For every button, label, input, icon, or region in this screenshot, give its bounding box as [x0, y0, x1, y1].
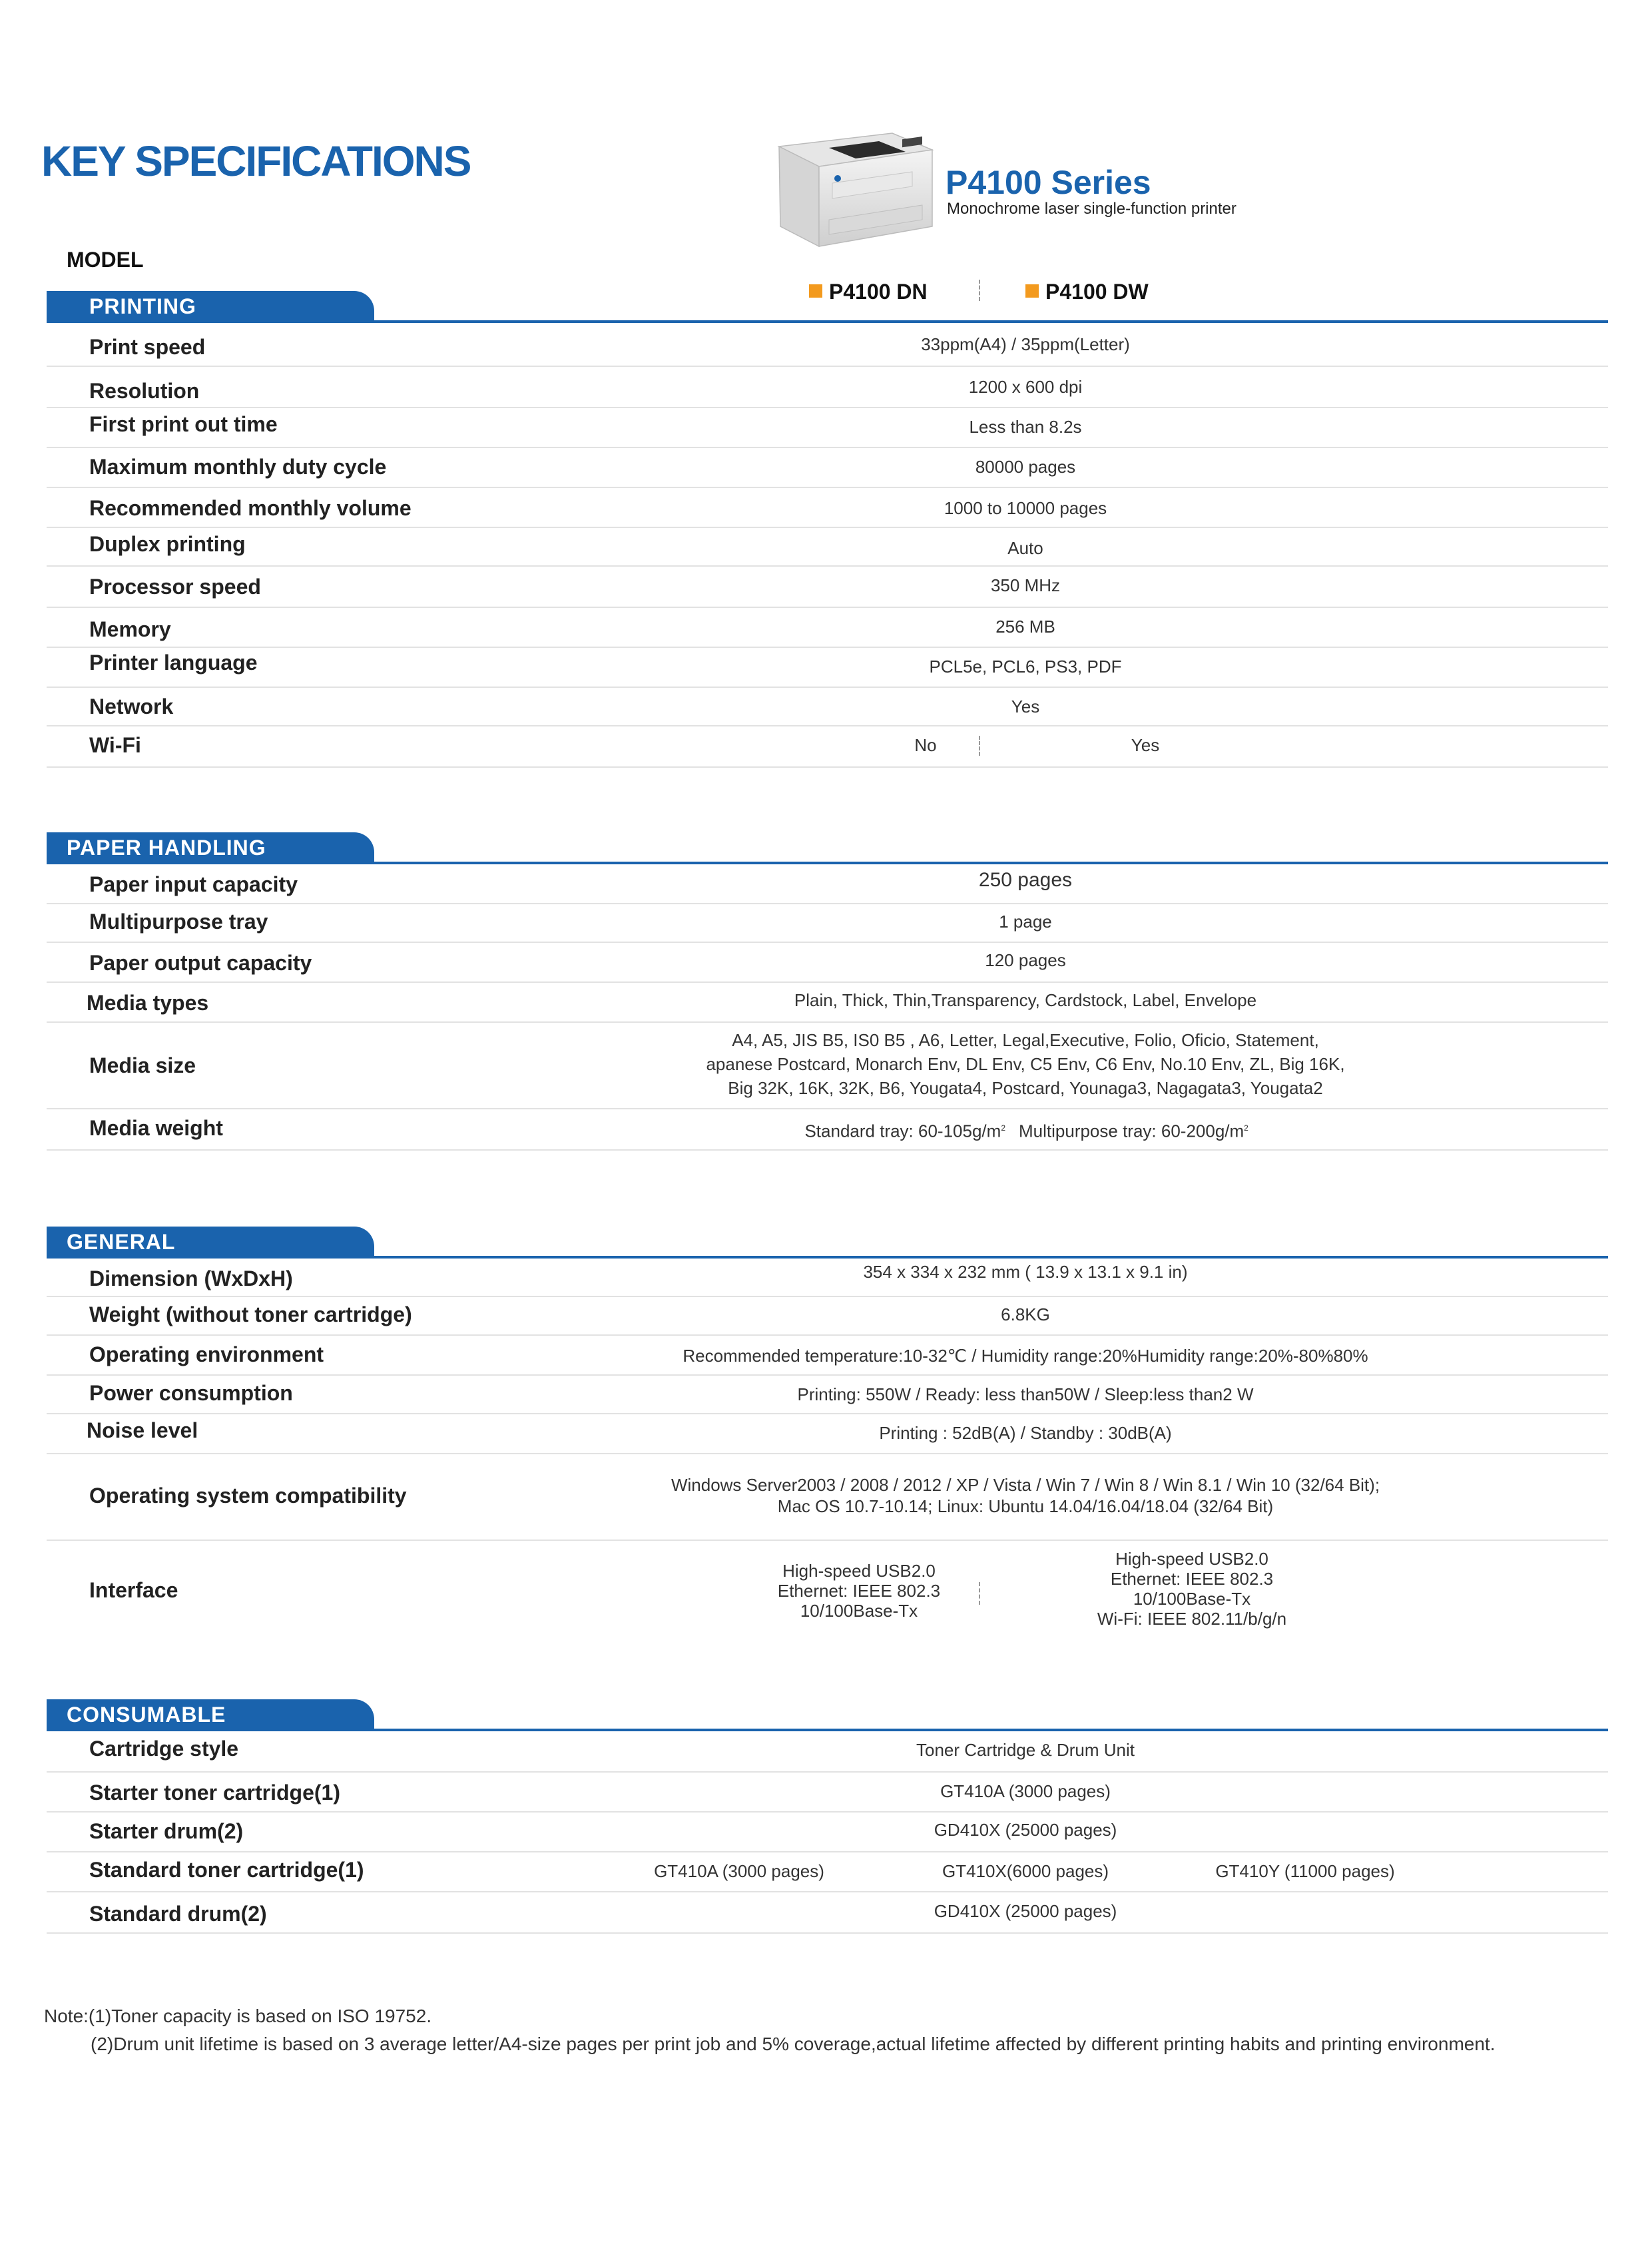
spec-label: Noise level — [87, 1418, 198, 1442]
table-row — [47, 1023, 1608, 1109]
spec-label: Multipurpose tray — [89, 910, 268, 934]
spec-label: Print speed — [89, 335, 206, 359]
model-p4100-dn: P4100 DN — [809, 280, 928, 304]
spec-label: Media weight — [89, 1116, 223, 1140]
spec-label: Starter drum(2) — [89, 1819, 244, 1843]
table-row — [47, 367, 1608, 408]
table-row — [47, 608, 1608, 648]
section-title: PAPER HANDLING — [47, 832, 374, 862]
section-paper-handling — [47, 832, 1608, 864]
table-row — [47, 448, 1608, 488]
spec-value: GT410A (3000 pages) — [940, 1781, 1111, 1801]
spec-label: Memory — [89, 617, 171, 641]
spec-label: Dimension (WxDxH) — [89, 1266, 293, 1290]
table-row — [47, 1109, 1608, 1151]
spec-label: Wi-Fi — [89, 733, 141, 757]
spec-value: GT410Y (11000 pages) — [1215, 1861, 1395, 1881]
spec-label: Weight (without toner cartridge) — [89, 1302, 412, 1326]
table-row — [47, 323, 1608, 367]
spec-label: Interface — [89, 1578, 178, 1602]
spec-value: Toner Cartridge & Drum Unit — [916, 1740, 1135, 1760]
section-general — [47, 1227, 1608, 1259]
footnote: Note:(1)Toner capacity is based on ISO 19752. — [44, 2006, 432, 2026]
spec-value-dw: Yes — [1131, 735, 1160, 755]
spec-value-dn: High-speed USB2.0 Ethernet: IEEE 802.3 10/100Base-Tx — [777, 1561, 941, 1621]
table-row — [47, 1892, 1608, 1934]
column-separator — [979, 1582, 980, 1605]
table-row — [47, 983, 1608, 1023]
section-title: GENERAL — [47, 1227, 374, 1256]
spec-label: Cartridge style — [89, 1737, 239, 1761]
table-row — [47, 1773, 1608, 1813]
table-row — [47, 1297, 1608, 1336]
spec-label: First print out time — [89, 412, 278, 436]
spec-value: PCL5e, PCL6, PS3, PDF — [929, 657, 1122, 677]
spec-value: Standard tray: $60-105g/m^2$ — [804, 1121, 1005, 1141]
spec-label: Processor speed — [89, 575, 261, 599]
spec-label: Media types — [87, 991, 209, 1015]
spec-value-line: A4, A5, JIS B5, IS0 B5 , A6, Letter, Legal,Executive, Folio, Oficio, Statement, — [732, 1030, 1319, 1050]
model-label: MODEL — [67, 248, 144, 272]
spec-value: Plain, Thick, Thin,Transparency, Cardstock, Label, Envelope — [794, 990, 1257, 1010]
spec-label: Network — [89, 695, 174, 718]
spec-label: Starter toner cartridge(1) — [89, 1781, 340, 1805]
table-row — [47, 408, 1608, 448]
section-title: CONSUMABLE — [47, 1699, 374, 1729]
spec-value-line: Mac OS 10.7-10.14; Linux: Ubuntu 14.04/16.04/18.04 (32/64 Bit) — [777, 1496, 1274, 1516]
spec-value: 1 page — [999, 912, 1052, 932]
spec-value: GT410X(6000 pages) — [942, 1861, 1109, 1881]
spec-value: Recommended temperature:10-32℃ / Humidity range:20%Humidity range:20%-80%80% — [683, 1346, 1368, 1366]
spec-label: Operating system compatibility — [89, 1484, 407, 1508]
table-row — [47, 943, 1608, 983]
spec-value: GD410X (25000 pages) — [934, 1820, 1117, 1840]
section-consumable — [47, 1699, 1608, 1731]
table-row — [47, 1731, 1608, 1773]
table-row — [47, 1376, 1608, 1414]
series-subtitle: Monochrome laser single-function printer — [947, 200, 1237, 218]
spec-value: GD410X (25000 pages) — [934, 1901, 1117, 1921]
spec-value: 120 pages — [985, 950, 1066, 970]
spec-label: Standard toner cartridge(1) — [89, 1858, 364, 1882]
table-row — [47, 904, 1608, 943]
table-row — [47, 567, 1608, 608]
table-row — [47, 726, 1608, 768]
spec-value: Printing: 550W / Ready: less than50W / Sleep:less than2 W — [797, 1384, 1254, 1404]
table-row — [47, 1541, 1608, 1627]
spec-label: Resolution — [89, 379, 200, 403]
spec-value — [626, 1028, 1425, 1100]
spec-label: Media size — [89, 1053, 196, 1077]
table-row — [47, 528, 1608, 567]
spec-value: GT410A (3000 pages) — [654, 1861, 824, 1881]
spec-label: Standard drum(2) — [89, 1902, 267, 1926]
column-separator — [979, 736, 980, 756]
page-title: KEY SPECIFICATIONS — [41, 137, 471, 185]
spec-value: 250 pages — [978, 869, 1073, 891]
table-row — [47, 1454, 1608, 1541]
section-printing — [47, 291, 1608, 323]
spec-value — [559, 1474, 1492, 1517]
table-row — [47, 648, 1608, 688]
spec-label: Maximum monthly duty cycle — [89, 455, 387, 479]
series-name: P4100 Series — [946, 164, 1151, 201]
spec-value-line: apanese Postcard, Monarch Env, DL Env, C5 Env, C6 Env, No.10 Env, ZL, Big 16K, — [706, 1054, 1345, 1074]
table-row — [47, 864, 1608, 904]
spec-label: Operating environment — [89, 1342, 324, 1366]
spec-value: 80000 pages — [975, 457, 1076, 477]
table-row — [47, 1813, 1608, 1852]
spec-label: Duplex printing — [89, 532, 246, 556]
table-row — [47, 1336, 1608, 1376]
spec-value: Multipurpose tray: $60-200g/m^2$ — [1019, 1121, 1248, 1141]
spec-value: Auto — [1007, 538, 1043, 558]
spec-label: Paper input capacity — [89, 872, 298, 896]
spec-value: 350 MHz — [990, 575, 1061, 595]
table-row — [47, 1852, 1608, 1892]
table-row — [47, 1414, 1608, 1454]
spec-value: Printing : 52dB(A) / Standby : 30dB(A) — [879, 1423, 1172, 1443]
spec-label: Recommended monthly volume — [89, 496, 412, 520]
printer-image — [766, 120, 939, 253]
model-p4100-dw: P4100 DW — [1025, 280, 1149, 304]
spec-label: Paper output capacity — [89, 951, 312, 975]
spec-value: 354 x 334 x 232 mm ( 13.9 x 13.1 x 9.1 in) — [863, 1262, 1188, 1282]
spec-value-line: Big 32K, 16K, 32K, B6, Yougata4, Postcard, Younaga3, Nagagata3, Yougata2 — [728, 1078, 1323, 1098]
spec-value: 1200 x 600 dpi — [968, 377, 1083, 397]
spec-value-line: Windows Server2003 / 2008 / 2012 / XP / Vista / Win 7 / Win 8 / Win 8.1 / Win 10 (32/64 Bit); — [671, 1475, 1380, 1495]
spec-label: Printer language — [89, 651, 258, 675]
table-row — [47, 688, 1608, 726]
spec-value: Less than 8.2s — [969, 417, 1082, 437]
spec-value-dw: High-speed USB2.0 Ethernet: IEEE 802.3 10/100Base-Tx Wi-Fi: IEEE 802.11/b/g/n — [1097, 1549, 1287, 1629]
spec-value-dn: No — [914, 735, 937, 755]
spec-value: 1000 to 10000 pages — [944, 498, 1107, 518]
spec-value: 6.8KG — [1001, 1304, 1050, 1324]
section-title: PRINTING — [47, 291, 374, 320]
spec-label: Power consumption — [89, 1381, 293, 1405]
spec-value: 33ppm(A4) / 35ppm(Letter) — [921, 334, 1130, 354]
table-row — [47, 1259, 1608, 1297]
footnote: (2)Drum unit lifetime is based on 3 average letter/A4-size pages per print job and 5% coverage,actual lifetime affected by different printing habits and printing environment. — [91, 2034, 1496, 2054]
table-row — [47, 488, 1608, 528]
spec-value: 256 MB — [995, 617, 1055, 637]
spec-value: Yes — [1011, 697, 1040, 716]
